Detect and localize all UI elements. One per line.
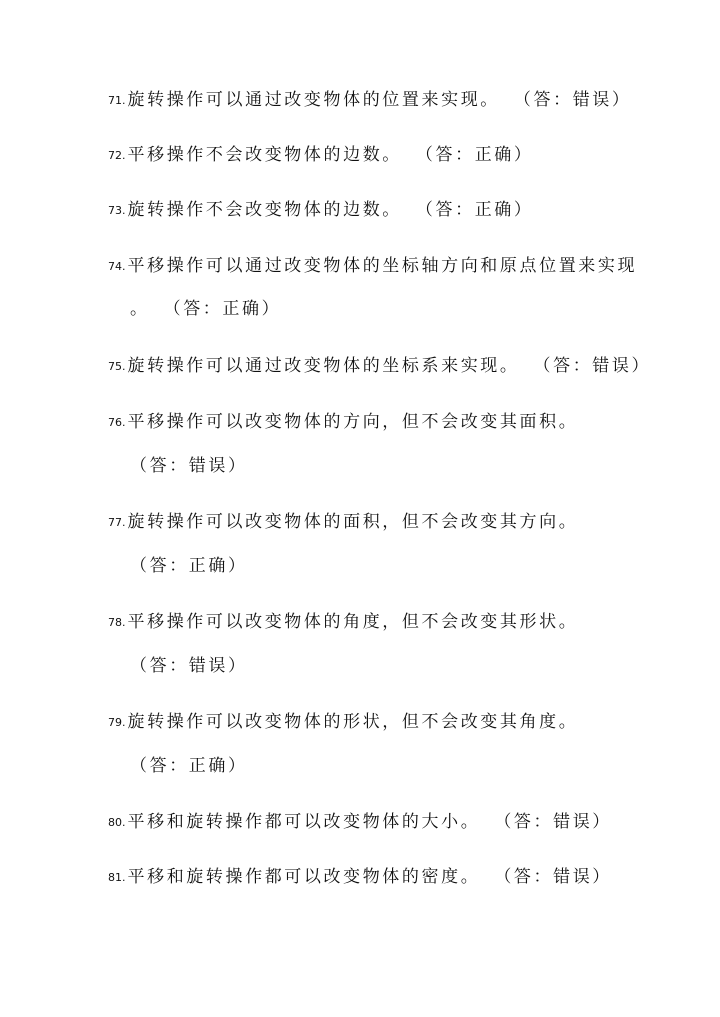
question-text: 旋转操作可以通过改变物体的位置来实现。 [127, 90, 500, 110]
question-number: 81. [108, 871, 126, 884]
question-number: 80. [108, 816, 126, 829]
question-73 [108, 199, 534, 222]
answer-text: （答：错误） [130, 456, 248, 476]
question-76-answer [130, 455, 248, 477]
question-80 [108, 811, 612, 834]
question-text: 旋转操作不会改变物体的边数。 [127, 200, 402, 220]
question-text: 平移和旋转操作都可以改变物体的大小。 [127, 812, 481, 832]
question-text: 平移和旋转操作都可以改变物体的密度。 [127, 867, 481, 887]
question-81 [108, 866, 612, 889]
question-74 [108, 255, 637, 278]
question-77 [108, 511, 578, 534]
question-number: 71. [108, 94, 126, 107]
question-71 [108, 89, 632, 112]
question-72 [108, 144, 534, 167]
question-number: 77. [108, 516, 126, 529]
answer-text: （答：正确） [130, 556, 248, 576]
answer-text: （答：正确） [415, 200, 534, 220]
question-78 [108, 611, 578, 634]
question-text: 平移操作可以通过改变物体的坐标轴方向和原点位置来实现 [127, 256, 638, 276]
question-text: 平移操作不会改变物体的边数。 [127, 145, 402, 165]
question-text-continuation: 。 [130, 299, 150, 319]
question-number: 73. [108, 204, 126, 217]
answer-text: （答：正确） [415, 145, 534, 165]
answer-text: （答：错误） [533, 356, 652, 376]
question-number: 72. [108, 149, 126, 162]
question-76 [108, 411, 578, 434]
question-number: 74. [108, 260, 126, 273]
answer-text: （答：正确） [163, 299, 282, 319]
question-text: 旋转操作可以改变物体的形状，但不会改变其角度。 [127, 712, 579, 732]
question-79 [108, 711, 578, 734]
answer-text: （答：正确） [130, 756, 248, 776]
question-text: 平移操作可以改变物体的角度，但不会改变其形状。 [127, 612, 579, 632]
question-text: 平移操作可以改变物体的方向，但不会改变其面积。 [127, 412, 579, 432]
question-79-answer [130, 755, 248, 777]
question-text: 旋转操作可以通过改变物体的坐标系来实现。 [127, 356, 520, 376]
question-77-answer [130, 555, 248, 577]
question-74-continuation [130, 298, 281, 320]
question-75 [108, 355, 651, 378]
question-number: 75. [108, 360, 126, 373]
answer-text: （答：错误） [130, 656, 248, 676]
question-number: 76. [108, 416, 126, 429]
question-number: 78. [108, 616, 126, 629]
answer-text: （答：错误） [494, 867, 612, 887]
question-number: 79. [108, 716, 126, 729]
answer-text: （答：错误） [494, 812, 612, 832]
question-78-answer [130, 655, 248, 677]
question-text: 旋转操作可以改变物体的面积，但不会改变其方向。 [127, 512, 579, 532]
answer-text: （答：错误） [513, 90, 632, 110]
